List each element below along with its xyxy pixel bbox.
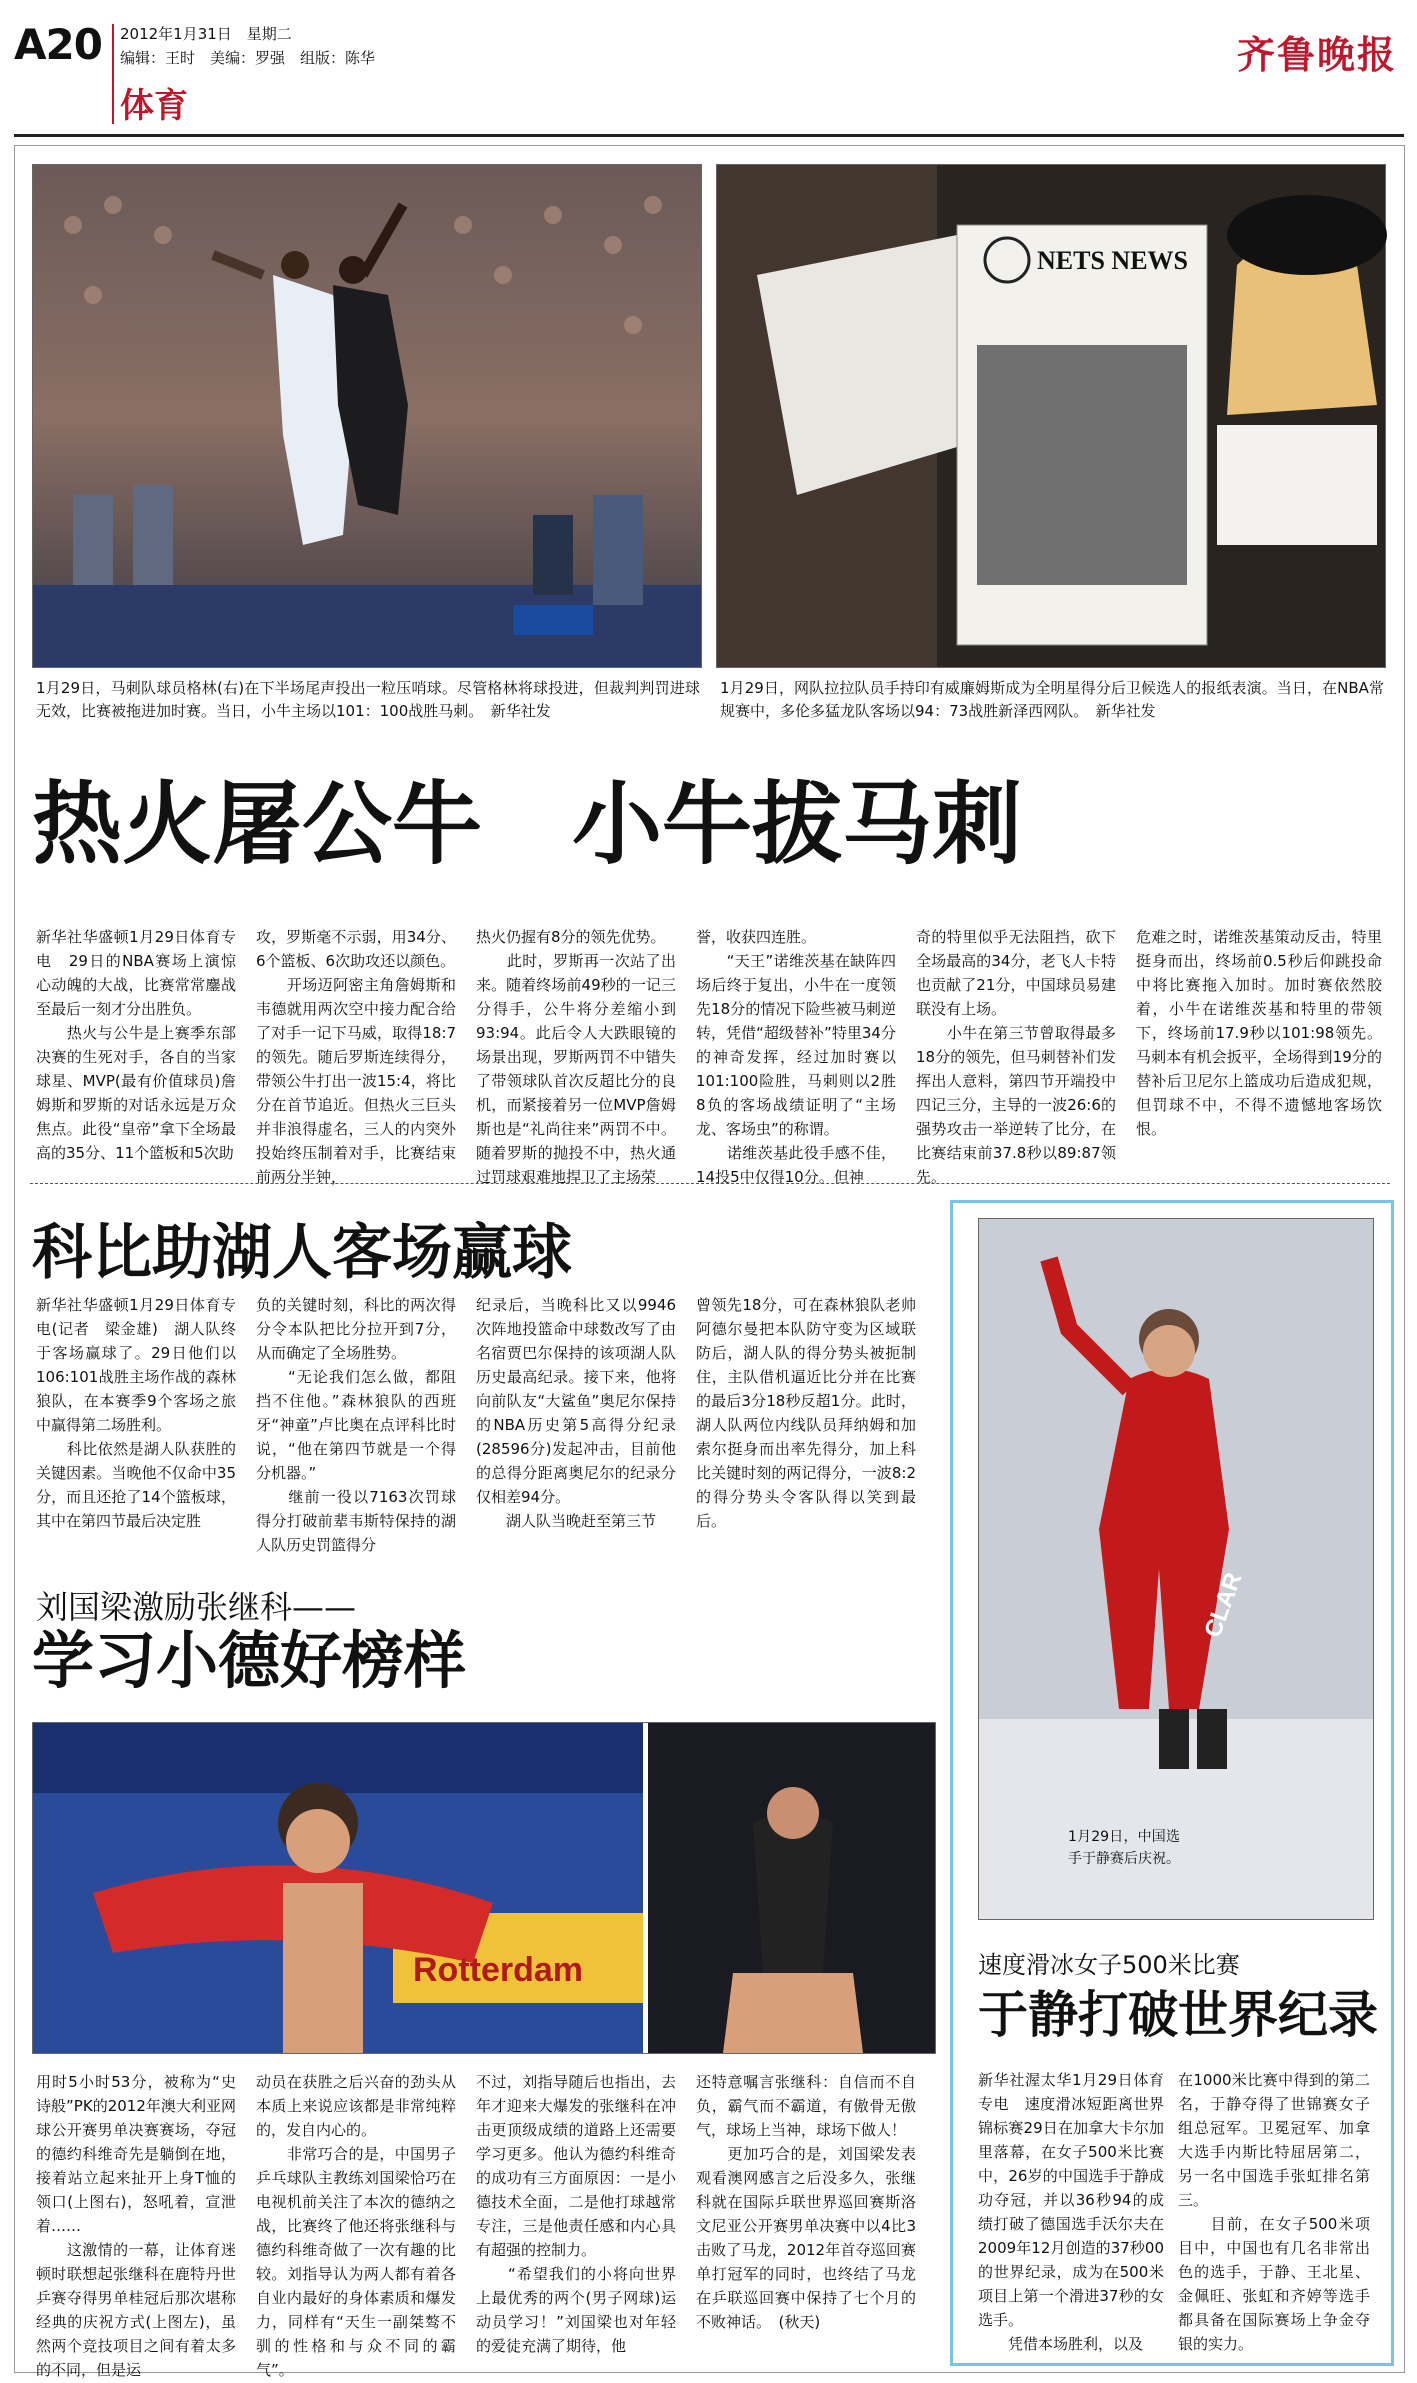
skater-caption: 1月29日，中国选手于静赛后庆祝。 [1068, 1829, 1180, 1867]
skater-photo-image [979, 1219, 1373, 1919]
story3-column: 用时5小时53分，被称为“史诗般”PK的2012年澳大利亚网球公开赛男单决赛赛场，夺冠的德约科维奇先是躺倒在地，接着站立起来扯开上身T恤的领口(上图右)，怒吼着，宣泄着…… 这激情的一幕，让体育迷顿时联想起张继科在鹿特丹世乒赛夺得男单桂冠后那次堪称经典的庆祝方式(上图左)，虽然两个竞技项目之间有着太多的不同，但是运 [36, 2073, 236, 2379]
newspaper-logo: 齐鲁晚报 [1236, 32, 1397, 77]
photo-cheerleader-newspaper [716, 164, 1386, 668]
story4-kicker: 速度滑冰女子500米比赛 [978, 1951, 1240, 1979]
story4-headline: 于静打破世界纪录 [978, 1986, 1378, 2044]
celebration-photo-image [33, 1723, 935, 2053]
header-divider [112, 24, 114, 124]
story1-column: 热火仍握有8分的领先优势。 此时，罗斯再一次站了出来。随着终场前49秒的一记三分得手，公牛将分差缩小到93:94。此后令人大跌眼镜的场景出现，罗斯两罚不中错失了带领球队首次反超比分的良机，而紧接着另一位MVP詹姆斯也是“礼尚往来”两罚不中。随着罗斯的抛投不中，热火通过罚球艰难地捍卫了主场荣 [476, 928, 676, 1186]
story2-column: 纪录后，当晚科比又以9946次阵地投篮命中球数改写了由名宿贾巴尔保持的该项湖人队历史最高纪录。接下来，他将向前队友“大鲨鱼”奥尼尔保持的NBA历史第5高得分纪录(28596分)发起冲击，目前他的总得分距离奥尼尔的纪录分仅相差94分。 湖人队当晚赶至第三节 [476, 1296, 676, 1530]
story3-headline: 学习小德好榜样 [32, 1624, 467, 1697]
svg-text:NETS NEWS: NETS NEWS [1037, 246, 1188, 275]
story4-column: 在1000米比赛中得到的第二名，于静夺得了世锦赛女子组总冠军。卫冕冠军、加拿大选手内斯比特屈居第二，另一名中国选手张虹排名第三。 目前，在女子500米项目中，中国也有几名非常出色的选手，于静、王北星、金佩旺、张虹和齐婷等选手都具备在国际赛场上争金夺银的实力。 [1178, 2071, 1370, 2353]
photo-caption-right: 1月29日，网队拉拉队员手持印有威廉姆斯成为全明星得分后卫候选人的报纸表演。当日，在NBA常规赛中，多伦多猛龙队客场以94：73战胜新泽西网队。 新华社发 [720, 679, 1384, 720]
story1-column: 奇的特里似乎无法阻挡，砍下全场最高的34分，老飞人卡特也贡献了21分，中国球员易建联没有上场。 小牛在第三节曾取得最多18分的领先，但马刺替补们发挥出人意料，第四节开端投中四记三分，主导的一波26:6的强势攻击一举逆转了比分，在比赛结束前37.8秒以89:87领先。 [916, 928, 1116, 1186]
issue-meta [120, 22, 375, 70]
story3-column: 还特意嘱言张继科：自信而不自负，霸气而不霸道，有傲骨无傲气，球场上当神，球场下做人！ 更加巧合的是，刘国梁发表观看澳网感言之后没多久，张继科就在国际乒联世界巡回赛斯洛文尼亚公开赛男单决赛中以4比3击败了马龙，2012年首夺巡回赛单打冠军的同时，也终结了马龙在乒联巡回赛中保持了七个月的不败神话。 (秋天) [696, 2073, 916, 2331]
section-title: 体育 [120, 86, 188, 126]
staff-line: 编辑：王时 美编：罗强 组版：陈华 [120, 49, 376, 67]
story2-headline: 科比助湖人客场赢球 [32, 1218, 572, 1288]
photo-basketball-game [32, 164, 702, 668]
header-rule [14, 134, 1404, 137]
rotterdam-sign: Rotterdam [413, 1951, 584, 1989]
story4-column: 新华社渥太华1月29日体育专电 速度滑冰短距离世界锦标赛29日在加拿大卡尔加里落幕，在女子500米比赛中，26岁的中国选手于静成功夺冠，并以36秒94的成绩打破了德国选手沃尔夫在2009年12月创造的37秒00的世界纪录，成为在500米项目上第一个滑进37秒的女选手。 凭借本场胜利，以及 [978, 2071, 1164, 2353]
basketball-photo-image [33, 165, 701, 667]
story3-kicker: 刘国梁激励张继科—— [36, 1588, 357, 1626]
cheerleader-photo-image [717, 165, 1385, 667]
story3-column: 动员在获胜之后兴奋的劲头从本质上来说应该都是非常纯粹的，发自内心的。 非常巧合的是，中国男子乒乓球队主教练刘国梁恰巧在电视机前关注了本次的德纳之战，比赛终了他还将张继科与德约科维奇做了一次有趣的比较。刘指导认为两人都有着各自业内最好的身体素质和爆发力，同样有“天生一副桀骜不驯的性格和与众不同的霸气”。 [256, 2073, 456, 2379]
suit-lettering: CLAR [1199, 1569, 1248, 1642]
photo-speed-skater [978, 1218, 1374, 1920]
date-line: 2012年1月31日 星期二 [120, 25, 292, 43]
page-number: A20 [14, 20, 102, 69]
story1-column: 誉，收获四连胜。 “天王”诺维茨基在缺阵四场后终于复出，小牛在一度领先18分的情况下险些被马刺逆转，凭借“超级替补”特里34分的神奇发挥，经过加时赛以101:100险胜，马刺则以2胜8负的客场战绩证明了“主场龙、客场虫”的称谓。 诺维茨基此役手感不佳，14投5中仅得10分。但神 [696, 928, 896, 1186]
story3-column: 不过，刘指导随后也指出，去年才迎来大爆发的张继科在冲击更顶级成绩的道路上还需要学习更多。他认为德约科维奇的成功有三方面原因：一是小德技术全面，二是他打球越常专注，三是他责任感和内心具有超强的控制力。 “希望我们的小将向世界上最优秀的两个(男子网球)运动员学习！”刘国梁也对年轻的爱徒充满了期待，他 [476, 2073, 676, 2355]
story1-headline: 热火屠公牛 小牛拔马刺 [32, 772, 1022, 877]
story2-column: 负的关键时刻，科比的两次得分令本队把比分拉开到7分，从而确定了全场胜势。 “无论我们怎么做，都阻挡不住他。”森林狼队的西班牙“神童”卢比奥在点评科比时说，“他在第四节就是一个得分机器。” 继前一役以7163次罚球得分打破前辈韦斯特保持的湖人队历史罚篮得分 [256, 1296, 456, 1554]
story1-column: 危难之时，诺维茨基策动反击，特里挺身而出，终场前0.5秒后仰跳投命中将比赛拖入加时。加时赛依然胶着，小牛在诺维茨基和特里的带领下，终场前17.9秒以101:98领先。马刺本有机会扳平，全场得到19分的替补后卫尼尔上篮成功后造成犯规，但罚球不中，不得不遗憾地客场饮恨。 [1136, 928, 1382, 1138]
photo-caption-left: 1月29日，马刺队球员格林(右)在下半场尾声投出一粒压哨球。尽管格林将球投进，但裁判判罚进球无效，比赛被拖进加时赛。当日，小牛主场以101：100战胜马刺。 新华社发 [36, 679, 700, 720]
section-divider [30, 1183, 1390, 1184]
photo-table-tennis-tennis [32, 1722, 936, 2054]
story2-column: 曾领先18分，可在森林狼队老帅阿德尔曼把本队防守变为区域联防后，湖人队的得分势头被扼制住，主队借机逼近比分并在比赛的最后3分18秒反超1分。此时，湖人队两位内线队员拜纳姆和加索尔挺身而出率先得分，加上科比关键时刻的两记得分，一波8:2的得分势头令客队得以笑到最后。 [696, 1296, 916, 1530]
story2-column: 新华社华盛顿1月29日体育专电(记者 梁金雄) 湖人队终于客场赢球了。29日他们以106:101战胜主场作战的森林狼队，在本赛季9个客场之旅中赢得第二场胜利。 科比依然是湖人队获胜的关键因素。当晚他不仅命中35分，而且还抢了14个篮板球，其中在第四节最后决定胜 [36, 1296, 236, 1530]
story1-column: 新华社华盛顿1月29日体育专电 29日的NBA赛场上演惊心动魄的大战，比赛常常鏖战至最后一刻才分出胜负。 热火与公牛是上赛季东部决赛的生死对手，各自的当家球星、MVP(最有价值球员)詹姆斯和罗斯的对话永远是万众焦点。此役“皇帝”拿下全场最高的35分、11个篮板和5次助 [36, 928, 236, 1162]
story1-column: 攻，罗斯毫不示弱，用34分、6个篮板、6次助攻还以颜色。 开场迈阿密主角詹姆斯和韦德就用两次空中接力配合给了对手一记下马威，取得18:7的领先。随后罗斯连续得分，带领公牛打出一波15:4，将比分在首节追近。但热火三巨头并非浪得虚名，三人的内突外投始终压制着对手，比赛结束前两分半钟， [256, 928, 456, 1186]
